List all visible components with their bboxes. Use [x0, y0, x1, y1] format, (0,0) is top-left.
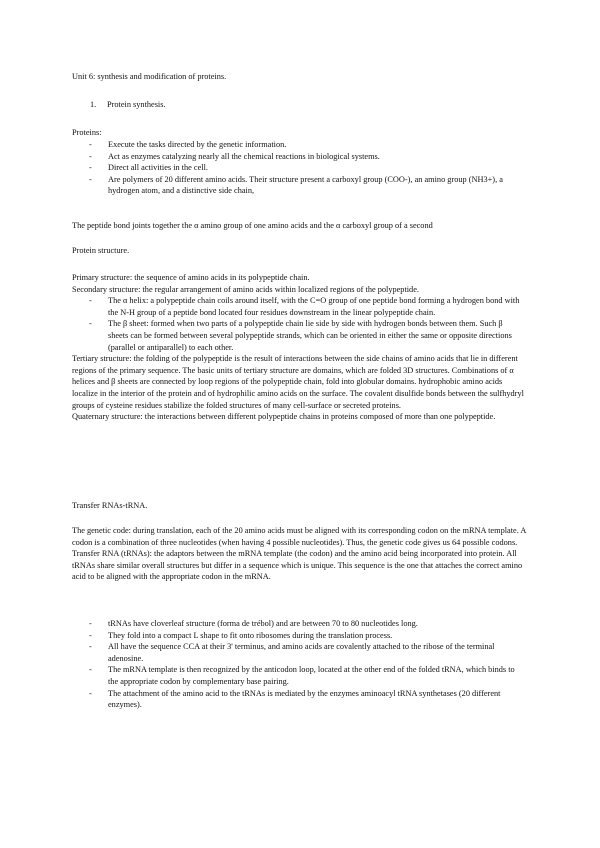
- genetic-code-section: [72, 525, 528, 583]
- primary-structure: Primary structure: the sequence of amino acids in its polypeptide chain.: [72, 273, 310, 282]
- dash-bullet: -: [89, 642, 92, 652]
- section-number: 1.: [90, 100, 97, 109]
- list-item: - The mRNA template is then recognized by the anticodon loop, located at the other end of the folded tRNA, which binds to the appropriate codon by complementary base pairing.: [89, 665, 515, 686]
- transfer-rna-paragraph: Transfer RNA (tRNAs): the adaptors between the mRNA template (the codon) and the amino acid being incorporated into protein. All tRNAs share similar overall structures but differ in a sequence which is unique. This sequence is the one that attaches the correct amino acid to be aligned with the appropriate codon in the mRNA.: [72, 549, 523, 582]
- transfer-rna-heading: Transfer RNAs-tRNA.: [72, 501, 148, 510]
- dash-bullet: -: [89, 174, 92, 184]
- list-item: - The β sheet: formed when two parts of a polypeptide chain lie side by side with hydrogen bonds between them. Such β sheets can be formed between several polypeptide strands, which can be oriented in either the same or opposite directions (parallel or antiparallel) to each other.: [89, 319, 512, 352]
- proteins-list: [89, 139, 520, 197]
- secondary-list: [89, 295, 520, 353]
- secondary-structure: Secondary structure: the regular arrangement of amino acids within localized regions of the polypeptide.: [72, 284, 419, 294]
- list-item: - The attachment of the amino acid to the tRNAs is mediated by the enzymes aminoacyl tRNA synthetases (20 different enzymes).: [89, 688, 501, 710]
- dash-bullet: -: [89, 296, 92, 306]
- unit-title: Unit 6: synthesis and modification of proteins.: [72, 72, 227, 81]
- dash-bullet: -: [89, 140, 92, 149]
- proteins-label: Proteins:: [72, 128, 102, 137]
- list-item: - Execute the tasks directed by the genetic information.: [89, 140, 287, 149]
- quaternary-structure: Quaternary structure: the interactions between different polypeptide chains in proteins composed of more than one polypeptide.: [72, 412, 496, 422]
- genetic-code-paragraph: The genetic code: during translation, each of the 20 amino acids must be aligned with its corresponding codon on the mRNA template. A codon is a combination of three nucleotides (when having 4 possible nucleotides). Thus, the genetic code gives us 64 possible codons.: [72, 526, 526, 547]
- list-item: - They fold into a compact L shape to fit onto ribosomes during the translation process.: [89, 630, 393, 640]
- dash-bullet: -: [89, 630, 92, 640]
- dash-bullet: -: [89, 619, 92, 628]
- list-item: - Act as enzymes catalyzing nearly all the chemical reactions in biological systems.: [89, 151, 380, 161]
- section-title: Protein synthesis.: [107, 100, 166, 109]
- dash-bullet: -: [89, 688, 92, 698]
- list-item: - Are polymers of 20 different amino acids. Their structure present a carboxyl group (COO-), an amino group (NH3+), a hydrogen atom, and a distinctive side chain,: [89, 174, 503, 196]
- tertiary-structure: Tertiary structure: the folding of the polypeptide is the result of interactions between the side chains of amino acids that lie in different regions of the primary sequence. The basic units of tertiary structure are domains, which are folded 3D structures. Combinations of α helices and β sheets are connected by loop regions of the polypeptide chain, fold into globular domains. hydrophobic amino acids localize in the interior of the protein and of hydrophilic amino acids on the surface. The covalent disulfide bonds between the sulfhydryl groups of cysteine residues stabilize the folded structures of many cell-surface or secreted proteins.: [72, 354, 524, 410]
- list-item: - The α helix: a polypeptide chain coils around itself, with the C=O group of one peptide bond forming a hydrogen bond with the N-H group of a peptide bond located four residues downstream in the linear polypeptide chain.: [89, 296, 520, 317]
- dash-bullet: -: [89, 151, 92, 161]
- peptide-bond-paragraph: The peptide bond joints together the α amino group of one amino acids and the α carboxyl group of a second: [72, 221, 433, 230]
- dash-bullet: -: [89, 665, 92, 675]
- structures-section: [72, 272, 528, 423]
- section-heading: [90, 99, 546, 111]
- list-item: - Direct all activities in the cell.: [89, 163, 208, 173]
- trna-list: [89, 618, 520, 711]
- dash-bullet: -: [89, 163, 92, 173]
- list-item: - All have the sequence CCA at their 3' terminus, and amino acids are covalently attached to the ribose of the terminal adenosine.: [89, 642, 495, 663]
- list-item: - tRNAs have cloverleaf structure (forma de trébol) and are between 70 to 80 nucleotides long.: [89, 619, 418, 628]
- dash-bullet: -: [89, 319, 92, 329]
- protein-structure-label: Protein structure.: [72, 246, 130, 255]
